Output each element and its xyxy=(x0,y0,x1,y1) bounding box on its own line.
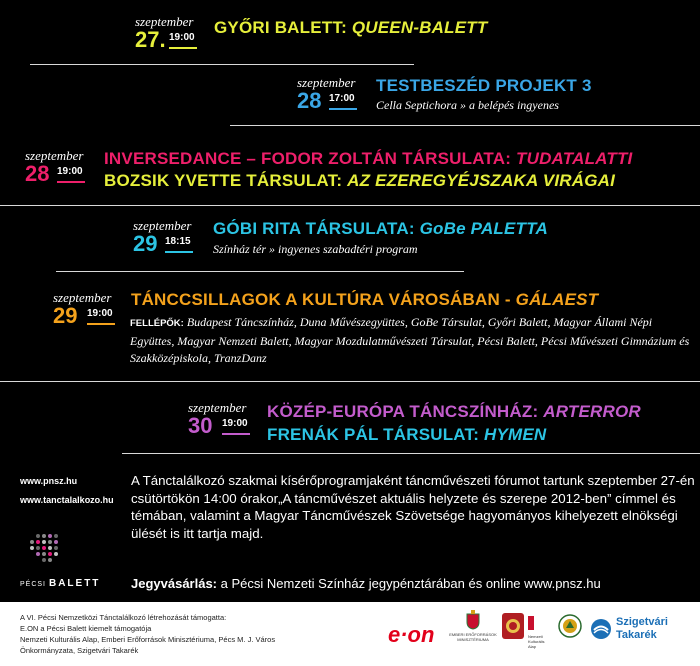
event-5-day: 29 xyxy=(53,303,78,328)
logo-dots-icon xyxy=(30,534,58,562)
eon-wordmark: e·on xyxy=(388,622,435,647)
ministry-name: EMBERI ERŐFORRÁSOK MINISZTÉRIUMA xyxy=(449,632,497,642)
event-3-work-1: TUDATALATTI xyxy=(516,149,633,168)
city-emblem-icon xyxy=(558,614,582,638)
forum-description: A Tánctalálkozó szakmai kísérőprogramjaként táncművészeti fórumot tartunk szeptember 27-én csütörtökön 14:00 órakor„A táncművészet aktuális helyzete és szerepe 2012-ben” címmel és témában, valamint a Magyar Táncművészek Szövetsége hagyományos kihelyezett elnökségi ülését is itt tartja majd. xyxy=(131,473,695,541)
event-3-work-2: AZ EZEREGYÉJSZAKA VIRÁGAI xyxy=(347,171,616,190)
separator-6 xyxy=(122,453,700,454)
event-3-company-2: BOZSIK YVETTE TÁRSULAT: xyxy=(104,171,348,190)
event-6-work-2: HYMEN xyxy=(484,425,547,444)
separator-5 xyxy=(0,381,700,382)
ticket-label: Jegyvásárlás: xyxy=(131,576,218,591)
event-5-title xyxy=(131,290,598,310)
separator-2 xyxy=(230,125,700,126)
performers-label: FELLÉPŐK: xyxy=(130,318,184,329)
event-1-title xyxy=(214,18,487,38)
szigetvari-icon xyxy=(590,618,612,640)
event-1-work: QUEEN-BALETT xyxy=(351,18,488,37)
event-3-line1 xyxy=(104,149,632,169)
event-1-time: 19:00 xyxy=(169,32,195,43)
event-4-company: GÓBI RITA TÁRSULATA: xyxy=(213,219,420,238)
pnsz-link[interactable]: www.pnsz.hu xyxy=(20,476,78,486)
coat-of-arms-icon xyxy=(466,610,480,630)
performers-list: Budapest Táncszínház, Duna Művészegyüttes, GoBe Társulat, Győri Balett, Magyar Állami Népi Együttes, Magyar Nemzeti Balett, Magyar Mozdulatművészeti Társulat, Pécsi Balett, Pécsi Művészeti Gimnázium és Szakközépiskola, TranzDanz xyxy=(130,315,690,365)
event-4-day: 29 xyxy=(133,231,158,256)
event-4-work: GoBe PALETTA xyxy=(419,219,548,238)
event-3-day: 28 xyxy=(25,161,50,186)
event-4-underline xyxy=(165,251,193,253)
event-6-day: 30 xyxy=(188,413,213,438)
event-1-day: 27. xyxy=(135,27,166,52)
event-3-line2 xyxy=(104,171,615,191)
event-5-work: GÁLAEST xyxy=(515,290,599,309)
event-3-month: szeptember xyxy=(25,148,84,163)
separator-1 xyxy=(30,64,414,65)
sponsor-line-1: A VI. Pécsi Nemzetközi Tánctalálkozó létrehozását támogatta: xyxy=(20,613,227,622)
logo-main: BALETT xyxy=(48,578,101,589)
separator-3 xyxy=(0,205,700,206)
event-3-underline xyxy=(57,181,85,183)
event-6-underline xyxy=(222,433,250,435)
nka-logo xyxy=(528,616,554,652)
ministry-logo xyxy=(448,610,498,642)
event-5-underline xyxy=(87,323,115,325)
sponsor-line-3: Nemzeti Kulturális Alap, Emberi Erőforrások Minisztériuma, Pécs M. J. Város Önkormányzata, Szigetvári Takarék xyxy=(20,635,276,655)
event-2-title: TESTBESZÉD PROJEKT 3 xyxy=(376,76,592,95)
event-4-title xyxy=(213,219,548,239)
event-2-subtitle: Cella Septichora » a belépés ingyenes xyxy=(376,98,559,112)
event-1-company: GYŐRI BALETT: xyxy=(214,18,352,37)
szigetvari-name-1: Szigetvári xyxy=(616,616,668,628)
eon-logo xyxy=(388,622,434,648)
event-1-underline xyxy=(169,47,197,49)
separator-4 xyxy=(56,271,464,272)
event-6-company-2: FRENÁK PÁL TÁRSULAT: xyxy=(267,425,485,444)
event-6-company-1: KÖZÉP-EURÓPA TÁNCSZÍNHÁZ: xyxy=(267,402,544,421)
event-5-time: 19:00 xyxy=(87,308,113,319)
seal-icon xyxy=(501,612,525,640)
sponsor-text xyxy=(20,612,320,656)
event-4-time: 18:15 xyxy=(165,236,191,247)
event-3-company-1: INVERSEDANCE – FODOR ZOLTÁN TÁRSULATA: xyxy=(104,149,517,168)
event-4-month: szeptember xyxy=(133,218,192,233)
event-2-day: 28 xyxy=(297,88,322,113)
logo-top: PÉCSI xyxy=(20,581,47,588)
sponsor-line-2: E.ON a Pécsi Balett kiemelt támogatója xyxy=(20,624,152,633)
event-2-time: 17:00 xyxy=(329,93,355,104)
event-6-line1 xyxy=(267,402,641,422)
ticket-info xyxy=(131,576,601,591)
sponsor-footer xyxy=(0,602,700,666)
ticket-text: a Pécsi Nemzeti Színház jegypénztárában és online www.pnsz.hu xyxy=(217,576,601,591)
event-4-subtitle: Színház tér » ingyenes szabadtéri program xyxy=(213,242,418,256)
event-6-time: 19:00 xyxy=(222,418,248,429)
event-5-month: szeptember xyxy=(53,290,112,305)
event-1-month: szeptember xyxy=(135,14,194,29)
nka-name: Nemzeti Kulturális Alap xyxy=(528,634,545,649)
event-2-underline xyxy=(329,108,357,110)
nka-icon xyxy=(528,616,534,630)
event-2-month: szeptember xyxy=(297,75,356,90)
event-5-performers xyxy=(130,314,695,368)
tanctalalkozo-link[interactable]: www.tanctalalkozo.hu xyxy=(20,495,114,505)
event-5-company: TÁNCCSILLAGOK A KULTÚRA VÁROSÁBAN - xyxy=(131,290,516,309)
event-3-time: 19:00 xyxy=(57,166,83,177)
event-6-line2 xyxy=(267,425,546,445)
event-6-work-1: ARTERROR xyxy=(543,402,641,421)
szigetvari-name-2: Takarék xyxy=(616,629,657,641)
logo-wordmark xyxy=(20,578,100,589)
event-6-month: szeptember xyxy=(188,400,247,415)
